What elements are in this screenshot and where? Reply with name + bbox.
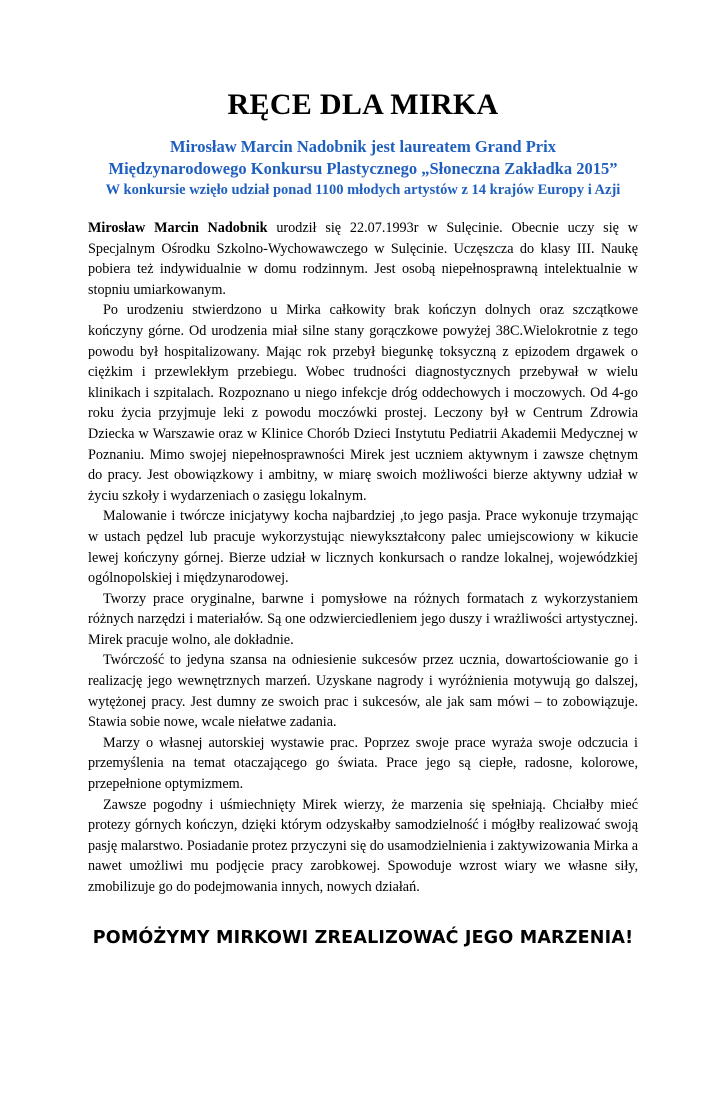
paragraph-6: Marzy o własnej autorskiej wystawie prac. Poprzez swoje prace wyraża swoje odczucia i przemyślenia na temat otaczającego go świata. Prace jego są ciepłe, radosne, kolorowe, przepełnione optymizmem.: [88, 734, 638, 793]
document-page: [0, 88, 725, 1112]
subtitle-line-1: Mirosław Marcin Nadobnik jest laureatem Grand Prix: [170, 137, 556, 156]
paragraph-3: Malowanie i twórcze inicjatywy kocha najbardziej ,to jego pasja. Prace wykonuje trzymając w ustach pędzel lub pracuje wykorzystując niewykształcony palec umiejscowiony w kikucie lewej kończyny górnej. Bierze udział w licznych konkursach o randze lokalnej, wojewódzkiej ogólnopolskiej i międzynarodowej.: [88, 508, 638, 587]
paragraph-1: [88, 218, 638, 300]
paragraph-7: Zawsze pogodny i uśmiechnięty Mirek wierzy, że marzenia się spełniają. Chciałby mieć protezy górnych kończyn, dzięki którym odzyskałby samodzielność i mógłby realizować swoją pasję malarstwo. Posiadanie protez przyczyni się do usamodzielnienia i zaktywizowania Mirka a nawet umożliwi mu podjęcie pracy zarobkowej. Spowoduje wzrost wiary we własne siły, zmobilizuje go do podejmowania innych, nowych działań.: [88, 796, 638, 895]
subtitle-line-2: Międzynarodowego Konkursu Plastycznego „Słoneczna Zakładka 2015”: [108, 159, 618, 178]
page-title: RĘCE DLA MIRKA: [227, 88, 499, 121]
subtitle-line-3: W konkursie wzięło udział ponad 1100 młodych artystów z 14 krajów Europy i Azji: [105, 182, 621, 198]
paragraph-4: Tworzy prace oryginalne, barwne i pomysłowe na różnych formatach z wykorzystaniem różnych narzędzi i materiałów. Są one odzwierciedleniem jego duszy i wrażliwości artystycznej. Mirek pracuje wolno, ale dokładnie.: [88, 590, 638, 648]
article-body: [88, 218, 638, 898]
paragraph-1-text: urodził się 22.07.1993r w Sulęcinie. Obecnie uczy się w Specjalnym Ośrodku Szkolno-Wychowawczego w Sulęcinie. Uczęszcza do klasy III. Naukę pobiera też indywidualnie w domu rodzinnym. Jest osobą niepełnosprawną intelektualnie w stopniu umiarkowanym.: [88, 220, 638, 298]
subtitle-block: [88, 136, 638, 200]
paragraph-5: Twórczość to jedyna szansa na odniesienie sukcesów przez ucznia, dowartościowanie go i realizację jego wewnętrznych marzeń. Uzyskane nagrody i wyróżnienia motywują go dalszej, wytężonej pracy. Jest dumny ze swoich prac i sukcesów, ale jak sam mówi – to zobowiązuje. Stawia sobie nowe, wcale niełatwe zadania.: [88, 652, 638, 731]
person-name: Mirosław Marcin Nadobnik: [88, 220, 268, 236]
paragraph-2: Po urodzeniu stwierdzono u Mirka całkowity brak kończyn dolnych oraz szczątkowe kończyny górne. Od urodzenia miał silne stany gorączkowe powyżej 38C.Wielokrotnie z tego powodu był hospitalizowany. Mając rok przebył biegunkę toksyczną z epizodem drgawek o ciężkim i przewlekłym przebiegu. Wobec trudności diagnostycznych przebywał w wielu klinikach i szpitalach. Rozpoznano u niego infekcje dróg oddechowych i moczowych. Od 4-go roku życia przyjmuje leki z powodu moczówki prostej. Leczony był w Centrum Zdrowia Dziecka w Warszawie oraz w Klinice Chorób Dzieci Instytutu Pediatrii Akademii Medycznej w Poznaniu. Mimo swojej niepełnosprawności Mirek jest uczniem aktywnym i zawsze chętnym do pracy. Jest obowiązkowy i ambitny, w miarę swoich możliwości bierze aktywny udział w życiu szkoły i wydarzeniach o zasięgu lokalnym.: [88, 302, 638, 504]
call-to-action: POMÓŻYMY MIRKOWI ZREALIZOWAĆ JEGO MARZENIA!: [92, 927, 634, 948]
